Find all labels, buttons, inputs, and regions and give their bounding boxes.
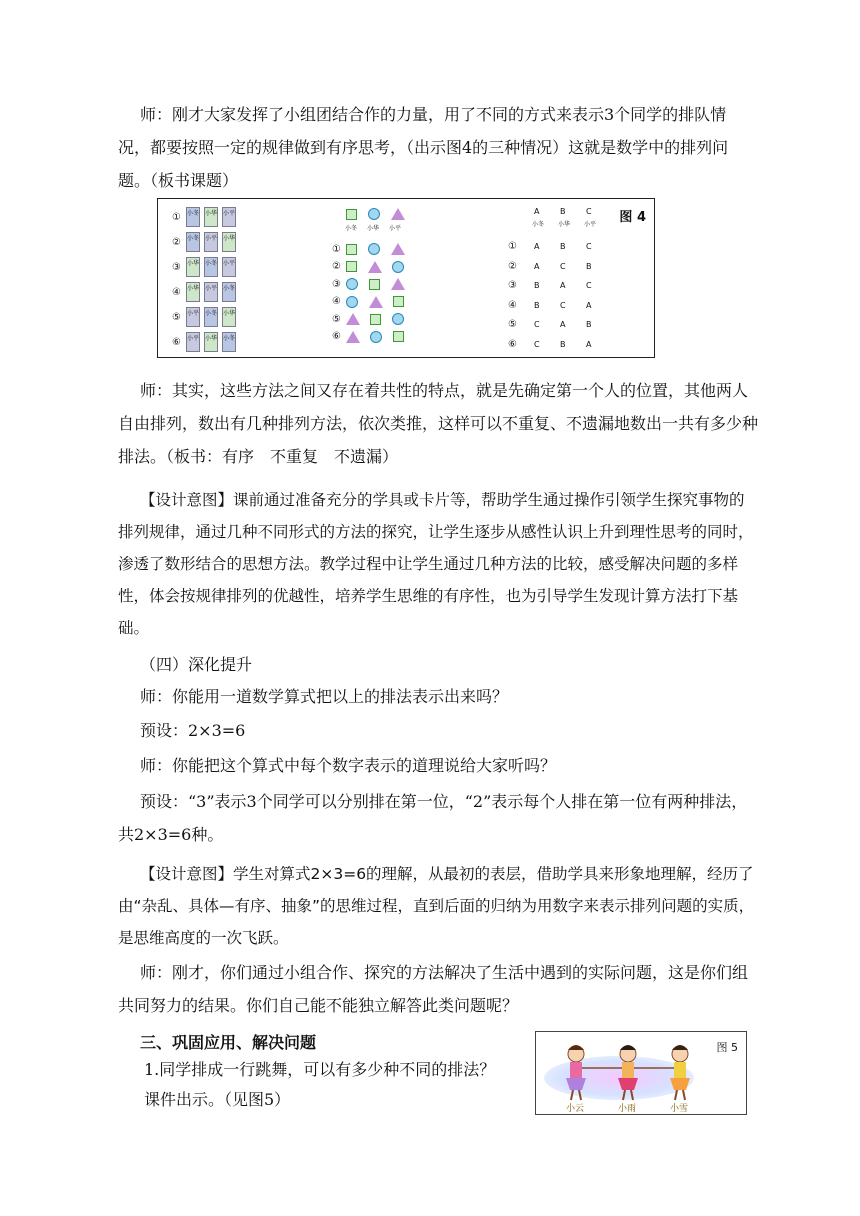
figure-4: [157, 198, 655, 358]
kid-name-2: 小雨: [618, 1104, 637, 1114]
name-card: 小华: [204, 207, 218, 227]
name-card: 小华: [222, 232, 236, 252]
letter-cell: B: [534, 281, 540, 290]
shape-icon: [391, 243, 405, 255]
shape-icon: [368, 261, 382, 273]
shape-icon: [370, 314, 381, 325]
letter-cell: A: [586, 339, 592, 349]
question-1: 1.同学排成一行跳舞，可以有多少种不同的排法？: [144, 1060, 496, 1079]
card-row: [172, 255, 240, 279]
letter-legend-label: 小华: [557, 221, 570, 228]
row-number: ⑤: [508, 319, 517, 330]
shape-icon: [346, 296, 358, 308]
letter-cell: C: [534, 339, 540, 349]
kid-name-3: 小雪: [670, 1104, 689, 1114]
shape-icon: [370, 331, 382, 343]
paragraph-4: 师：你能用一道数学算式把以上的排法表示出来吗？: [140, 687, 509, 706]
letter-cell: C: [586, 242, 592, 251]
shape-icon: [369, 296, 383, 308]
card-row: [172, 330, 240, 354]
name-card: 小冬: [204, 307, 218, 327]
shape-row: [332, 243, 415, 255]
shape-icon: [393, 331, 404, 342]
letter-cell: B: [534, 300, 540, 310]
shape-row: [332, 313, 415, 325]
row-number: ④: [172, 286, 181, 298]
figure-4-label: 图 4: [619, 210, 646, 225]
letter-cell: A: [586, 300, 592, 310]
shape-icon: [346, 244, 357, 255]
name-card: 小冬: [222, 332, 236, 352]
shape-icon: [369, 279, 380, 290]
row-number: ④: [332, 296, 341, 307]
shape-row: [332, 296, 415, 308]
row-number: ④: [508, 299, 517, 311]
letter-row: [508, 241, 612, 252]
paragraph-1: 师：刚才大家发挥了小组团结合作的力量，用了不同的方式来表示3个同学的排队情况，都要按照一定的规律做到有序思考，（出示图4的三种情况）这就是数学中的排列问题。（板书课题）: [118, 105, 729, 190]
section-heading-4: （四）深化提升: [140, 655, 253, 674]
shape-icon: [346, 261, 357, 272]
row-number: ⑥: [332, 331, 341, 342]
row-number: ①: [508, 241, 517, 252]
letter-cell: C: [560, 300, 566, 310]
card-row: [172, 280, 240, 304]
legend-shape-icon: [346, 209, 357, 220]
figure-5-label: 图 5: [716, 1041, 738, 1054]
letter-cell: A: [560, 281, 566, 290]
letter-cell: B: [560, 242, 566, 251]
letter-cell: C: [560, 261, 566, 271]
name-card: 小华: [186, 282, 200, 302]
shape-row: [332, 278, 415, 290]
row-number: ②: [172, 236, 181, 248]
letter-cell: A: [534, 261, 540, 271]
shape-row: [332, 331, 415, 343]
name-card: 小平: [186, 307, 200, 327]
design-intent-2: 【设计意图】学生对算式2×3=6的理解，从最初的表层，借助学具来形象地理解，经历了由“杂乱、具体—有序、抽象”的思维过程，直到后面的归纳为用数字来表示排列问题的实质，是思维高度的一次飞跃。: [118, 865, 755, 947]
name-card: 小平: [222, 257, 236, 277]
legend-shape-icon: [391, 208, 405, 220]
figure-5: [535, 1031, 747, 1115]
paragraph-6: 师：你能把这个算式中每个数字表示的道理说给大家听吗？: [140, 756, 557, 775]
letter-legend-label: 小平: [583, 221, 596, 228]
name-card: 小平: [222, 207, 236, 227]
letter-header: [508, 207, 612, 216]
row-number: ⑥: [508, 338, 517, 350]
shape-legend: [346, 208, 415, 220]
name-card: 小冬: [222, 282, 236, 302]
letter-cell: C: [534, 320, 540, 329]
shape-icon: [346, 278, 358, 290]
name-card: 小冬: [204, 257, 218, 277]
letter-cell: B: [586, 261, 592, 271]
letter-row: [508, 261, 612, 272]
row-number: ⑤: [332, 313, 341, 325]
shape-legend-label: 小平: [388, 225, 401, 232]
letter-header-item: C: [586, 207, 592, 216]
card-row: [172, 205, 240, 229]
name-card: 小平: [204, 282, 218, 302]
name-card: 小华: [186, 257, 200, 277]
paragraph-7: 预设：“3”表示3个同学可以分别排在第一位，“2”表示每个人排在第一位有两种排法，共2×3=6种。: [118, 792, 748, 844]
shape-icon: [368, 243, 380, 255]
row-number: ⑥: [172, 336, 181, 348]
row-number: ①: [332, 243, 341, 255]
shape-icon: [391, 278, 405, 290]
letter-cell: A: [534, 242, 540, 251]
shape-legend-label: 小冬: [344, 225, 357, 232]
section-3-heading: 三、巩固应用、解决问题: [140, 1033, 317, 1052]
letter-cell: C: [586, 281, 592, 290]
legend-shape-icon: [368, 208, 380, 220]
shape-icon: [392, 313, 404, 325]
letter-cell: A: [560, 320, 566, 329]
shape-icon: [346, 313, 360, 325]
name-card: 小平: [204, 232, 218, 252]
paragraph-5: 预设：2×3=6: [140, 721, 246, 740]
row-number: ⑤: [172, 311, 181, 323]
shape-icon: [346, 331, 360, 343]
shape-row: [332, 261, 415, 273]
name-card: 小华: [204, 332, 218, 352]
row-number: ②: [508, 260, 517, 272]
letter-row: [508, 280, 612, 291]
letter-cell: B: [586, 320, 592, 329]
letter-row: [508, 339, 612, 350]
shape-legend-label: 小华: [366, 225, 379, 232]
shape-icon: [393, 296, 404, 307]
letter-cell: B: [560, 339, 566, 349]
name-card: 小平: [186, 332, 200, 352]
letter-header-item: A: [534, 207, 540, 216]
row-number: ③: [508, 280, 517, 291]
row-number: ①: [172, 211, 181, 223]
kid-name-1: 小云: [566, 1104, 585, 1114]
row-number: ③: [172, 261, 181, 273]
name-card: 小华: [222, 307, 236, 327]
shape-icon: [392, 261, 404, 273]
row-number: ③: [332, 278, 341, 290]
letter-legend-label: 小冬: [531, 221, 544, 228]
paragraph-2: 师：其实，这些方法之间又存在着共性的特点，就是先确定第一个人的位置，其他两人自由排列，数出有几种排列方法，依次类推，这样可以不重复、不遗漏地数出一共有多少种排法。（板书：有序 不重复 不遗漏）: [118, 381, 759, 466]
letter-row: [508, 319, 612, 330]
letter-header-item: B: [560, 207, 566, 216]
name-card: 小冬: [186, 232, 200, 252]
card-row: [172, 230, 240, 254]
card-row: [172, 305, 240, 329]
row-number: ②: [332, 261, 341, 272]
paragraph-9: 师：刚才，你们通过小组合作、探究的方法解决了生活中遇到的实际问题，这是你们组共同努力的结果。你们自己能不能独立解答此类问题呢？: [118, 963, 749, 1015]
letter-row: [508, 300, 612, 311]
dancing-kids-illustration: [546, 1038, 706, 1108]
question-1-note: 课件出示。（见图5）: [144, 1090, 291, 1109]
design-intent-1: 【设计意图】课前通过准备充分的学具或卡片等，帮助学生通过操作引领学生探究事物的排列规律，通过几种不同形式的方法的探究，让学生逐步从感性认识上升到理性思考的同时，渗透了数形结合的思想方法。教学过程中让学生通过几种方法的比较，感受解决问题的多样性，体会按规律排列的优越性，培养学生思维的有序性，也为引导学生发现计算方法打下基础。: [118, 491, 754, 637]
name-card: 小冬: [186, 207, 200, 227]
